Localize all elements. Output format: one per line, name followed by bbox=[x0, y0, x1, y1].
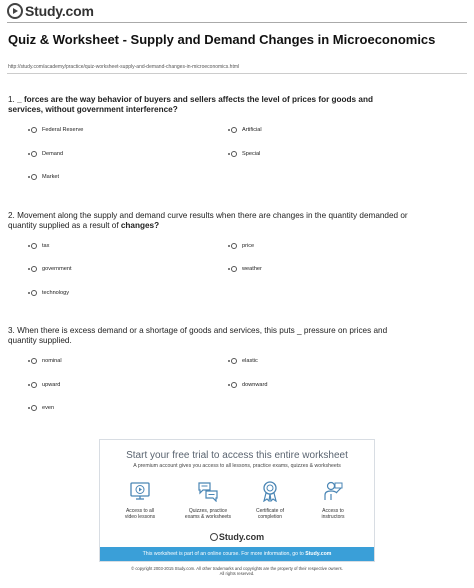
option-1a[interactable] bbox=[31, 127, 83, 133]
radio-icon[interactable] bbox=[231, 266, 237, 272]
option-label: weather bbox=[242, 266, 262, 272]
radio-icon[interactable] bbox=[231, 151, 237, 157]
page-url: http://study.com/academy/practice/quiz-worksheet-supply-and-demand-changes-in-microeconomics.html bbox=[8, 64, 240, 70]
radio-icon[interactable] bbox=[31, 382, 37, 388]
copyright-line2: All rights reserved. bbox=[219, 571, 255, 576]
option-3b[interactable] bbox=[231, 358, 258, 364]
option-label: Artificial bbox=[242, 127, 262, 133]
promo-title: Start your free trial to access this entire worksheet bbox=[126, 450, 348, 461]
option-3d[interactable] bbox=[231, 382, 268, 388]
radio-icon[interactable] bbox=[31, 405, 37, 411]
radio-icon[interactable] bbox=[31, 243, 37, 249]
promo-bar-text: This worksheet is part of an online course. For more information, go to bbox=[142, 551, 306, 557]
radio-icon[interactable] bbox=[231, 358, 237, 364]
certificate-icon bbox=[259, 480, 281, 502]
option-3a[interactable] bbox=[31, 358, 62, 364]
promo-study-logo[interactable] bbox=[100, 532, 374, 542]
copyright-line1: © copyright 2003-2015 Study.com. All other trademarks and copyrights are the property of their respective owners. bbox=[131, 566, 343, 571]
option-3e[interactable] bbox=[31, 405, 54, 411]
radio-icon[interactable] bbox=[31, 127, 37, 133]
promo-info-bar bbox=[100, 547, 374, 561]
option-2e[interactable] bbox=[31, 290, 69, 296]
option-label: elastic bbox=[242, 358, 258, 364]
option-label: even bbox=[42, 405, 55, 411]
feature-label-line1: Certificate of bbox=[255, 508, 285, 514]
question-number: 3. bbox=[8, 326, 15, 335]
option-label: Special bbox=[242, 151, 261, 157]
logo-text: Study.com bbox=[25, 3, 94, 19]
option-2a[interactable] bbox=[31, 243, 49, 249]
radio-icon[interactable] bbox=[31, 151, 37, 157]
video-lesson-icon bbox=[129, 480, 151, 502]
study-logo[interactable] bbox=[7, 3, 94, 19]
radio-icon[interactable] bbox=[231, 127, 237, 133]
feature-quizzes bbox=[178, 480, 238, 520]
promo-subtitle: A premium account gives you access to all lessons, practice exams, quizzes & worksheets bbox=[133, 463, 341, 469]
question-2 bbox=[8, 211, 408, 231]
question-text-bold: changes? bbox=[120, 221, 160, 230]
option-label: downward bbox=[242, 382, 268, 388]
feature-certificate bbox=[240, 480, 300, 520]
copyright-footer bbox=[0, 566, 474, 576]
promo-logo-text: Study.com bbox=[218, 532, 265, 542]
header-divider bbox=[7, 22, 467, 23]
feature-label-line1: Access to all bbox=[125, 508, 155, 514]
question-3 bbox=[8, 326, 408, 346]
logo-circle-icon bbox=[210, 533, 218, 541]
option-1b[interactable] bbox=[231, 127, 262, 133]
option-2b[interactable] bbox=[231, 243, 254, 249]
feature-video-lessons bbox=[110, 480, 170, 520]
option-label: Demand bbox=[42, 151, 64, 157]
option-3c[interactable] bbox=[31, 382, 60, 388]
radio-icon[interactable] bbox=[31, 174, 37, 180]
feature-label-line1: Access to bbox=[322, 508, 344, 514]
radio-icon[interactable] bbox=[31, 290, 37, 296]
option-1e[interactable] bbox=[31, 174, 59, 180]
question-text: When there is excess demand or a shortage of goods and services, this puts _ pressure on prices and quantity supplied. bbox=[8, 326, 388, 345]
feature-label-line1: Quizzes, practice bbox=[188, 508, 228, 514]
quiz-bubble-icon bbox=[197, 480, 219, 502]
option-label: government bbox=[42, 266, 72, 272]
feature-instructors bbox=[303, 480, 363, 520]
logo-play-icon bbox=[7, 3, 23, 19]
question-number: 1. bbox=[8, 95, 15, 104]
radio-icon[interactable] bbox=[31, 266, 37, 272]
question-text: Movement along the supply and demand curve results when there are changes in the quantity demanded or quantity supplied as a result of bbox=[8, 211, 408, 230]
question-text: _ forces are the way behavior of buyers and sellers affects the level of prices for goods and services, without government interference? bbox=[8, 95, 373, 114]
option-2c[interactable] bbox=[31, 266, 72, 272]
radio-icon[interactable] bbox=[31, 358, 37, 364]
feature-label-line2: instructors bbox=[321, 514, 345, 520]
option-1d[interactable] bbox=[231, 151, 260, 157]
option-label: upward bbox=[42, 382, 61, 388]
option-1c[interactable] bbox=[31, 151, 63, 157]
question-number: 2. bbox=[8, 211, 15, 220]
feature-label-line2: exams & worksheets bbox=[184, 514, 232, 520]
option-label: Market bbox=[42, 174, 60, 180]
option-2d[interactable] bbox=[231, 266, 262, 272]
premium-promo-box bbox=[99, 439, 375, 562]
option-label: tax bbox=[42, 243, 50, 249]
url-divider bbox=[7, 73, 467, 74]
option-label: technology bbox=[42, 290, 70, 296]
feature-label-line2: completion bbox=[257, 514, 283, 520]
promo-bar-link[interactable]: Study.com bbox=[305, 551, 332, 557]
page-title: Quiz & Worksheet - Supply and Demand Changes in Microeconomics bbox=[8, 32, 436, 47]
question-1 bbox=[8, 95, 408, 115]
header bbox=[0, 0, 474, 26]
option-label: nominal bbox=[42, 358, 62, 364]
option-label: Federal Reserve bbox=[42, 127, 84, 133]
instructor-icon bbox=[322, 480, 344, 502]
option-label: price bbox=[242, 243, 255, 249]
feature-label-line2: video lessons bbox=[124, 514, 156, 520]
radio-icon[interactable] bbox=[231, 382, 237, 388]
radio-icon[interactable] bbox=[231, 243, 237, 249]
